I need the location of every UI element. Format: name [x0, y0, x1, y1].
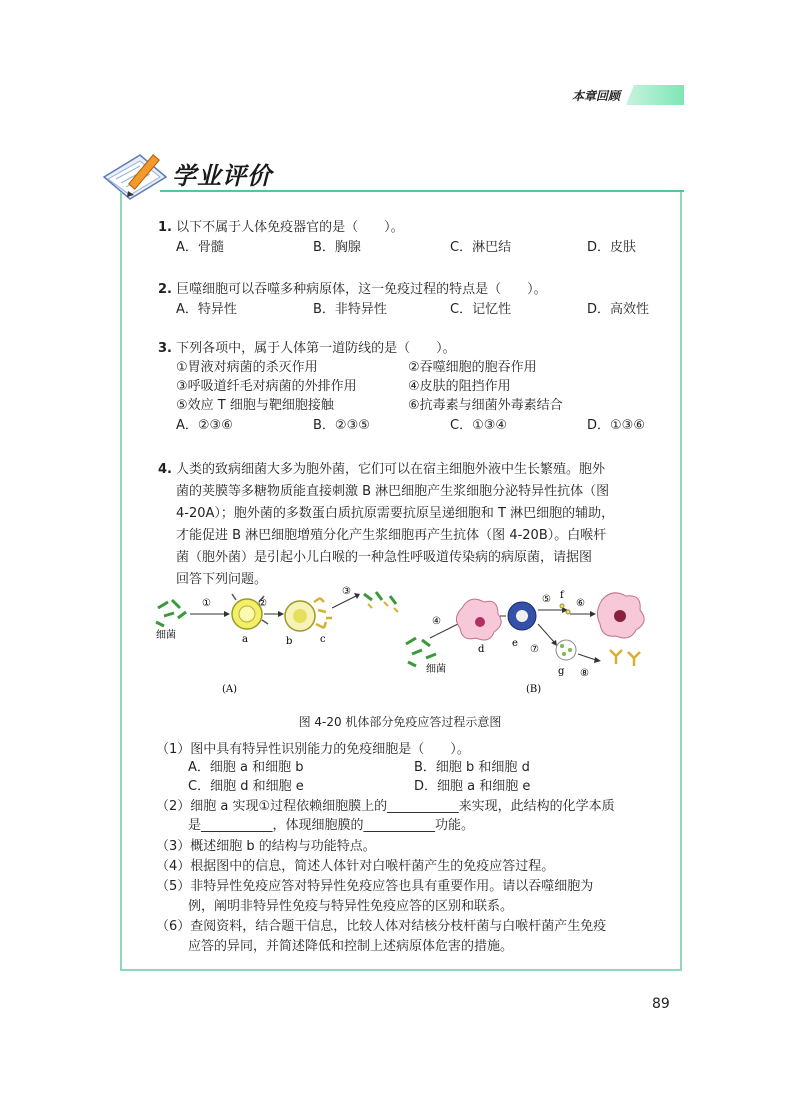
bacteria-label-a: 细菌 — [156, 630, 176, 641]
step-3-label: ③ — [342, 586, 351, 597]
immune-response-figure — [150, 580, 670, 700]
cell-b-label: b — [286, 636, 293, 647]
q3-item-6: ⑥抗毒素与细菌外毒素结合 — [408, 398, 563, 413]
q3-item-2: ②吞噬细胞的胞吞作用 — [408, 360, 537, 375]
q4-line-6: 回答下列问题。 — [176, 572, 268, 587]
panel-b-diagram — [406, 590, 644, 679]
q3-stem — [158, 339, 456, 359]
q1-option-c: C．淋巴结 — [450, 240, 512, 255]
q3-item-5: ⑤效应 T 细胞与靶细胞接触 — [176, 398, 334, 413]
q1-text: 以下不属于人体免疫器官的是（ ）。 — [176, 220, 404, 235]
subq-5-line-2: 例，阐明非特异性免疫与特异性免疫应答的区别和联系。 — [188, 899, 514, 914]
q1-number: 1. — [158, 220, 172, 235]
q3-item-3: ③呼吸道纤毛对病菌的外排作用 — [176, 379, 357, 394]
q3-number: 3. — [158, 341, 172, 356]
cell-e-label: e — [512, 638, 518, 649]
cell-a-label: a — [242, 634, 248, 645]
q2-number: 2. — [158, 282, 172, 297]
page-number: 89 — [652, 996, 670, 1012]
bacteria-label-b: 细菌 — [426, 664, 446, 675]
subq-1-option-c: C．细胞 d 和细胞 e — [188, 779, 304, 794]
section-title: 学业评价 — [172, 162, 272, 190]
subq-3: （3）概述细胞 b 的结构与功能特点。 — [156, 839, 376, 854]
q4-line-4: 才能促进 B 淋巴细胞增殖分化产生浆细胞再产生抗体（图 4-20B）。白喉杆 — [176, 528, 607, 543]
q3-option-a: A．②③⑥ — [176, 418, 233, 433]
subq-2-line-2: 是___________，体现细胞膜的___________功能。 — [188, 818, 475, 833]
cell-d-label: d — [478, 644, 485, 655]
subq-1-option-b: B．细胞 b 和细胞 d — [414, 760, 530, 775]
subq-1-option-d: D．细胞 a 和细胞 e — [414, 779, 531, 794]
q3-option-b: B．②③⑤ — [313, 418, 370, 433]
q3-option-c: C．①③④ — [450, 418, 508, 433]
subq-5-line-1: （5）非特异性免疫应答对特异性免疫应答也具有重要作用。请以吞噬细胞为 — [156, 879, 594, 894]
step-4-label: ④ — [432, 616, 441, 627]
step-7-label: ⑦ — [530, 644, 539, 655]
q4-line-2: 菌的荚膜等多糖物质能直接刺激 B 淋巴细胞产生浆细胞分泌特异性抗体（图 — [176, 484, 610, 499]
q2-option-a: A．特异性 — [176, 302, 237, 317]
header-accent-bar — [626, 85, 684, 105]
q2-option-b: B．非特异性 — [313, 302, 387, 317]
q3-text: 下列各项中，属于人体第一道防线的是（ ）。 — [176, 341, 456, 356]
label-f: f — [560, 590, 564, 601]
q3-option-d: D．①③⑥ — [587, 418, 645, 433]
cell-c-label: c — [320, 634, 326, 645]
label-g: g — [558, 666, 565, 677]
step-1-label: ① — [202, 598, 211, 609]
subq-4: （4）根据图中的信息，简述人体针对白喉杆菌产生的免疫应答过程。 — [156, 859, 555, 874]
chapter-header — [560, 85, 684, 105]
q4-line-5: 菌（胞外菌）是引起小儿白喉的一种急性呼吸道传染病的病原菌，请据图 — [176, 550, 593, 565]
panel-b-label: (B) — [526, 684, 542, 695]
q1-stem — [158, 218, 404, 238]
q4-number: 4. — [158, 462, 172, 477]
q1-option-a: A．骨髓 — [176, 240, 224, 255]
step-8-label: ⑧ — [580, 668, 589, 679]
q1-option-b: B．胸腺 — [313, 240, 361, 255]
q2-stem — [158, 280, 547, 300]
q3-item-1: ①胃液对病菌的杀灭作用 — [176, 360, 318, 375]
q2-text: 巨噬细胞可以吞噬多种病原体，这一免疫过程的特点是（ ）。 — [176, 282, 547, 297]
panel-a-diagram — [156, 586, 398, 647]
subq-1: （1）图中具有特异性识别能力的免疫细胞是（ ）。 — [156, 742, 470, 757]
chapter-review-label: 本章回顾 — [572, 89, 621, 103]
subq-1-option-a: A．细胞 a 和细胞 b — [188, 760, 304, 775]
q2-option-d: D．高效性 — [587, 302, 650, 317]
subq-6-line-1: （6）查阅资料，结合题干信息，比较人体对结核分枝杆菌与白喉杆菌产生免疫 — [156, 919, 607, 934]
panel-a-label: (A) — [222, 684, 238, 695]
q3-item-4: ④皮肤的阻挡作用 — [408, 379, 511, 394]
step-5-label: ⑤ — [542, 594, 551, 605]
step-2-label: ② — [258, 598, 267, 609]
q2-option-c: C．记忆性 — [450, 302, 512, 317]
subq-2-line-1: （2）细胞 a 实现①过程依赖细胞膜上的___________来实现，此结构的化学本质 — [156, 799, 615, 814]
figure-caption: 图 4-20 机体部分免疫应答过程示意图 — [298, 715, 502, 729]
q1-option-d: D．皮肤 — [587, 240, 637, 255]
q4-line-3: 4-20A）；胞外菌的多数蛋白质抗原需要抗原呈递细胞和 T 淋巴细胞的辅助， — [176, 506, 615, 521]
q4-line-1: 人类的致病细菌大多为胞外菌，它们可以在宿主细胞外液中生长繁殖。胞外 — [176, 462, 606, 477]
step-6-label: ⑥ — [576, 598, 585, 609]
subq-6-line-2: 应答的异同，并简述降低和控制上述病原体危害的措施。 — [188, 939, 514, 954]
